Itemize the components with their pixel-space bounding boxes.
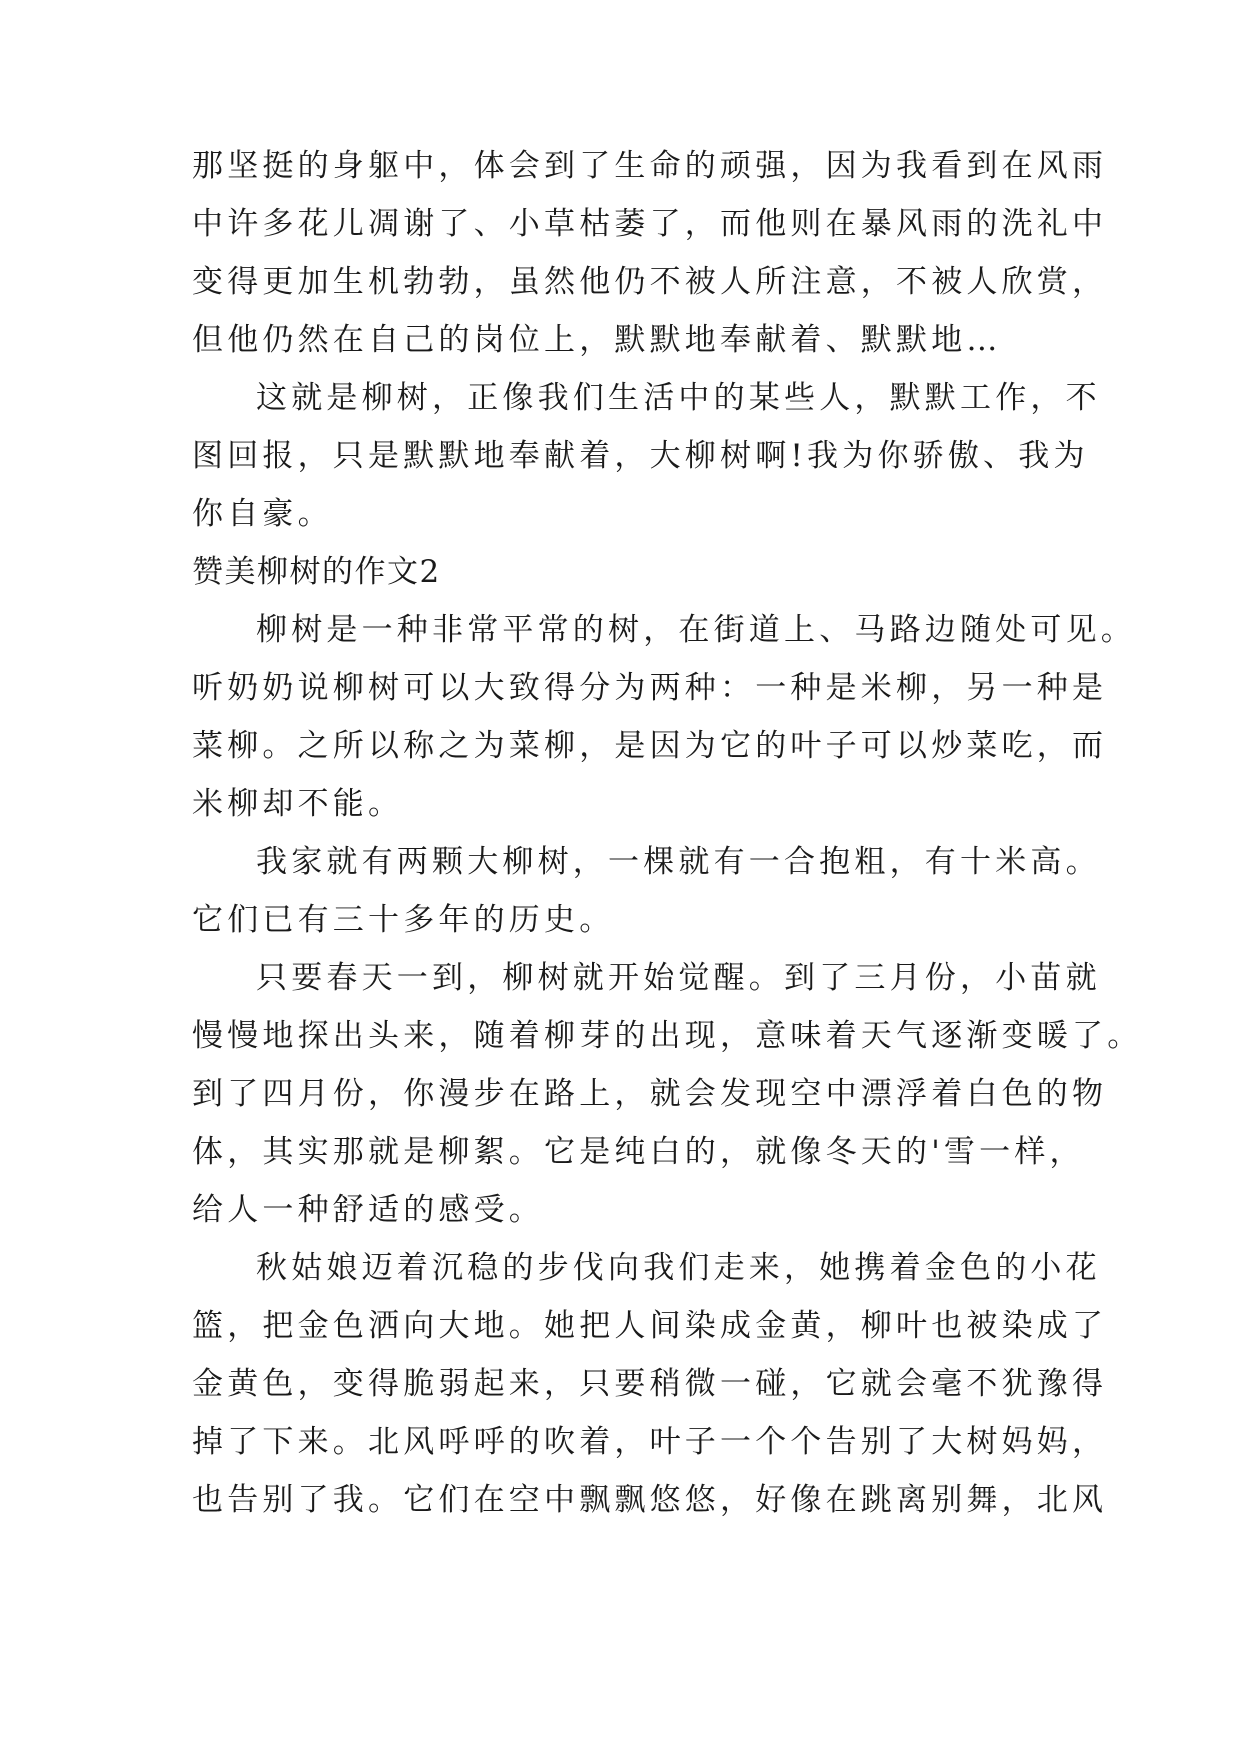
text-line: 到了四月份，你漫步在路上，就会发现空中漂浮着白色的物 <box>192 1076 1108 1112</box>
paragraph-first-line: 只要春天一到，柳树就开始觉醒。到了三月份，小苗就 <box>256 960 1101 996</box>
text-line: 但他仍然在自己的岗位上，默默地奉献着、默默地… <box>192 322 1002 358</box>
text-line: 变得更加生机勃勃，虽然他仍不被人所注意，不被人欣赏， <box>192 264 1108 300</box>
text-line: 听奶奶说柳树可以大致得分为两种：一种是米柳，另一种是 <box>192 670 1108 706</box>
paragraph-first-line: 秋姑娘迈着沉稳的步伐向我们走来，她携着金色的小花 <box>256 1250 1101 1286</box>
text-line: 它们已有三十多年的历史。 <box>192 902 615 938</box>
text-line: 金黄色，变得脆弱起来，只要稍微一碰，它就会毫不犹豫得 <box>192 1366 1108 1402</box>
text-line: 你自豪。 <box>192 496 333 532</box>
text-line: 掉了下来。北风呼呼的吹着，叶子一个个告别了大树妈妈， <box>192 1424 1108 1460</box>
paragraph-first-line: 我家就有两颗大柳树，一棵就有一合抱粗，有十米高。 <box>256 844 1101 880</box>
text-line: 给人一种舒适的感受。 <box>192 1192 544 1228</box>
section-heading: 赞美柳树的作文2 <box>192 554 441 590</box>
text-line: 慢慢地探出头来，随着柳芽的出现，意味着天气逐渐变暖了。 <box>192 1018 1143 1054</box>
text-line: 篮，把金色洒向大地。她把人间染成金黄，柳叶也被染成了 <box>192 1308 1108 1344</box>
text-line: 中许多花儿凋谢了、小草枯萎了，而他则在暴风雨的洗礼中 <box>192 206 1108 242</box>
paragraph-first-line: 这就是柳树，正像我们生活中的某些人，默默工作，不 <box>256 380 1101 416</box>
text-line: 也告别了我。它们在空中飘飘悠悠，好像在跳离别舞，北风 <box>192 1482 1108 1518</box>
text-line: 米柳却不能。 <box>192 786 404 822</box>
paragraph-first-line: 柳树是一种非常平常的树，在街道上、马路边随处可见。 <box>256 612 1136 648</box>
text-line: 体，其实那就是柳絮。它是纯白的，就像冬天的'雪一样， <box>192 1134 1085 1170</box>
text-line: 图回报，只是默默地奉献着，大柳树啊!我为你骄傲、我为 <box>192 438 1089 474</box>
text-line: 那坚挺的身躯中，体会到了生命的顽强，因为我看到在风雨 <box>192 148 1108 184</box>
text-line: 菜柳。之所以称之为菜柳，是因为它的叶子可以炒菜吃，而 <box>192 728 1108 764</box>
